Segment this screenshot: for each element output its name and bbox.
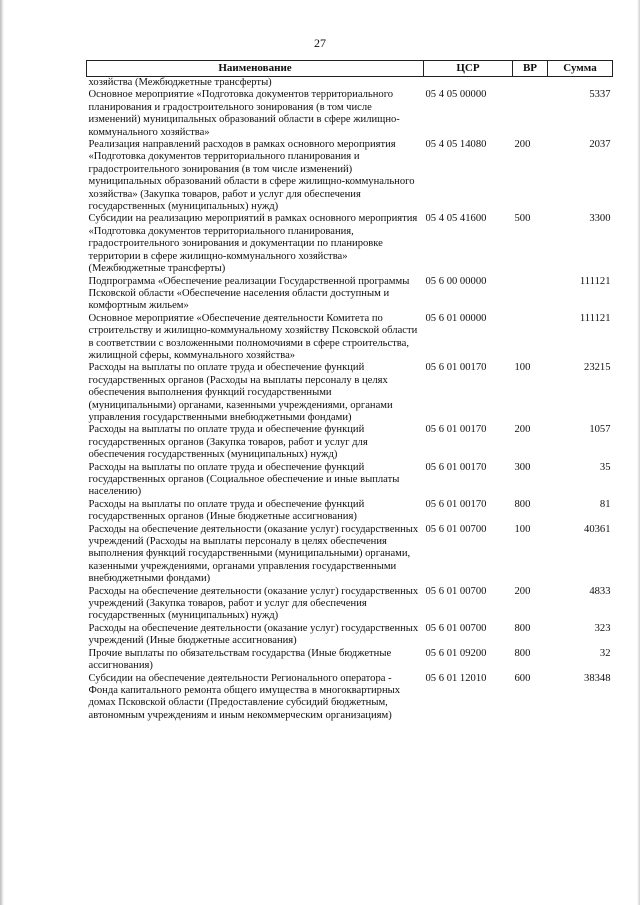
row-vr-code: 200 bbox=[514, 139, 531, 151]
row-name: Прочие выплаты по обязательствам государства (Иные бюджетные ассигнования) bbox=[88, 647, 392, 672]
row-sum: 111121 bbox=[579, 275, 611, 287]
row-name: Расходы на обеспечение деятельности (оказание услуг) государственных учреждений (Закупка товаров, работ и услуг для обеспечения государственных (муниципальных) нужд) bbox=[88, 585, 419, 622]
table-body bbox=[87, 77, 613, 723]
table-row bbox=[87, 499, 613, 524]
table-row bbox=[87, 462, 613, 499]
budget-table bbox=[86, 60, 613, 722]
row-vr-code: 100 bbox=[514, 523, 531, 535]
row-name: Расходы на выплаты по оплате труда и обеспечение функций государственных органов (Иные бюджетные ассигнования) bbox=[88, 498, 365, 523]
row-name: Расходы на выплаты по оплате труда и обеспечение функций государственных органов (Социальное обеспечение и иные выплаты населению) bbox=[88, 461, 400, 498]
row-sum: 1057 bbox=[589, 424, 611, 436]
table-row bbox=[87, 362, 613, 424]
row-csr-code: 05 4 05 00000 bbox=[425, 89, 487, 101]
row-sum: 3300 bbox=[589, 213, 611, 225]
row-vr-code: 800 bbox=[514, 498, 531, 510]
row-vr-code: 600 bbox=[514, 672, 531, 684]
row-csr-code: 05 6 01 00170 bbox=[425, 461, 487, 473]
row-vr-code: 800 bbox=[514, 647, 531, 659]
row-vr-code: 200 bbox=[514, 424, 531, 436]
row-sum: 5337 bbox=[589, 89, 611, 101]
row-vr-code: 500 bbox=[514, 213, 531, 225]
table-row bbox=[87, 213, 613, 275]
row-sum: 4833 bbox=[589, 585, 611, 597]
row-sum: 2037 bbox=[589, 139, 611, 151]
row-csr-code: 05 6 01 00170 bbox=[425, 498, 487, 510]
row-vr-code bbox=[513, 77, 548, 90]
row-sum bbox=[548, 77, 613, 90]
row-sum: 38348 bbox=[584, 672, 611, 684]
row-name: Подпрограмма «Обеспечение реализации Государственной программы Псковской области «Обеспечение населения области доступным и комфортным жильем» bbox=[88, 275, 410, 312]
page-number: 27 bbox=[314, 36, 326, 50]
header-name: Наименование bbox=[87, 61, 424, 77]
table-row bbox=[87, 524, 613, 586]
row-name: Основное мероприятие «Обеспечение деятельности Комитета по строительству и жилищно-коммунальному хозяйству Псковской области в соответствии с возложенными полномочиями в сфере строительства, жилищной сферы, коммунального хозяйства» bbox=[88, 312, 418, 361]
row-csr-code: 05 6 01 00700 bbox=[425, 585, 487, 597]
row-csr-code: 05 6 01 09200 bbox=[425, 647, 487, 659]
row-sum: 23215 bbox=[584, 362, 611, 374]
scan-edge-left bbox=[0, 0, 4, 905]
row-csr-code: 05 6 01 00170 bbox=[425, 424, 487, 436]
row-vr-code: 300 bbox=[514, 461, 531, 473]
row-csr-code: 05 4 05 14080 bbox=[425, 139, 487, 151]
row-csr-code: 05 4 05 41600 bbox=[425, 213, 487, 225]
table-header-row bbox=[87, 61, 613, 77]
row-sum: 32 bbox=[599, 647, 611, 659]
row-vr-code: 100 bbox=[514, 362, 531, 374]
table-row bbox=[87, 673, 613, 723]
row-csr-code: 05 6 01 00700 bbox=[425, 622, 487, 634]
row-sum: 35 bbox=[599, 461, 611, 473]
table-row bbox=[87, 623, 613, 648]
row-name: Расходы на обеспечение деятельности (оказание услуг) государственных учреждений (Иные бюджетные ассигнования) bbox=[88, 622, 419, 647]
table-row bbox=[87, 77, 613, 90]
row-sum: 40361 bbox=[584, 523, 611, 535]
row-name: Субсидии на реализацию мероприятий в рамках основного мероприятия «Подготовка документов территориального планирования, градостроительного зонирования и документации по планировке территории в сфере жилищно-коммунального хозяйства» (Межбюджетные трансферты) bbox=[88, 213, 418, 275]
row-name: Основное мероприятие «Подготовка документов территориального планирования и градостроительного зонирования (в том числе изменений) муниципальных образований области в сфере жилищно-коммунального хозяйства» bbox=[88, 89, 400, 138]
header-vr: ВР bbox=[513, 61, 548, 77]
row-csr-code: 05 6 01 12010 bbox=[425, 672, 487, 684]
row-csr-code bbox=[424, 77, 513, 90]
table-row bbox=[87, 424, 613, 461]
header-sum: Сумма bbox=[548, 61, 613, 77]
table-row bbox=[87, 313, 613, 363]
row-sum: 323 bbox=[594, 622, 611, 634]
row-vr-code bbox=[513, 89, 548, 139]
row-sum: 111121 bbox=[579, 312, 611, 324]
row-name: хозяйства (Межбюджетные трансферты) bbox=[88, 77, 272, 88]
row-csr-code: 05 6 01 00700 bbox=[425, 523, 487, 535]
row-name: Расходы на выплаты по оплате труда и обеспечение функций государственных органов (Расходы на выплаты персоналу в целях обеспечения выполнения функций государственными (муниципальными) органами, казенными учреждениями, органами управления государственными внебюджетными фондами) bbox=[88, 362, 393, 423]
header-csr: ЦСР bbox=[424, 61, 513, 77]
row-csr-code: 05 6 01 00000 bbox=[425, 312, 487, 324]
table-row bbox=[87, 139, 613, 213]
table-row bbox=[87, 586, 613, 623]
row-sum: 81 bbox=[599, 498, 611, 510]
row-vr-code bbox=[513, 276, 548, 313]
row-vr-code: 200 bbox=[514, 585, 531, 597]
row-name: Расходы на обеспечение деятельности (оказание услуг) государственных учреждений (Расходы на выплаты персоналу в целях обеспечения выполнения функций государственными (муниципальными) органами, казенными учреждениями, органами управления государственными внебюджетными фондами) bbox=[88, 523, 419, 585]
row-vr-code bbox=[513, 313, 548, 363]
row-vr-code: 800 bbox=[514, 622, 531, 634]
table-row bbox=[87, 648, 613, 673]
row-name: Расходы на выплаты по оплате труда и обеспечение функций государственных органов (Закупка товаров, работ и услуг для обеспечения государственных (муниципальных) нужд) bbox=[88, 424, 368, 461]
row-name: Субсидии на обеспечение деятельности Регионального оператора - Фонда капитального ремонта общего имущества в многоквартирных домах Псковской области (Предоставление субсидий бюджетным, автономным учреждениям и иным некоммерческим организациям) bbox=[88, 672, 401, 721]
table-row bbox=[87, 89, 613, 139]
row-csr-code: 05 6 01 00170 bbox=[425, 362, 487, 374]
table-row bbox=[87, 276, 613, 313]
row-csr-code: 05 6 00 00000 bbox=[425, 275, 487, 287]
row-name: Реализация направлений расходов в рамках основного мероприятия «Подготовка документов территориального планирования и градостроительного зонирования (в том числе изменений) муниципальных образований области в сфере жилищно-коммунального хозяйства» (Закупка товаров, работ и услуг для обеспечения государственных (муниципальных) нужд) bbox=[88, 139, 415, 213]
